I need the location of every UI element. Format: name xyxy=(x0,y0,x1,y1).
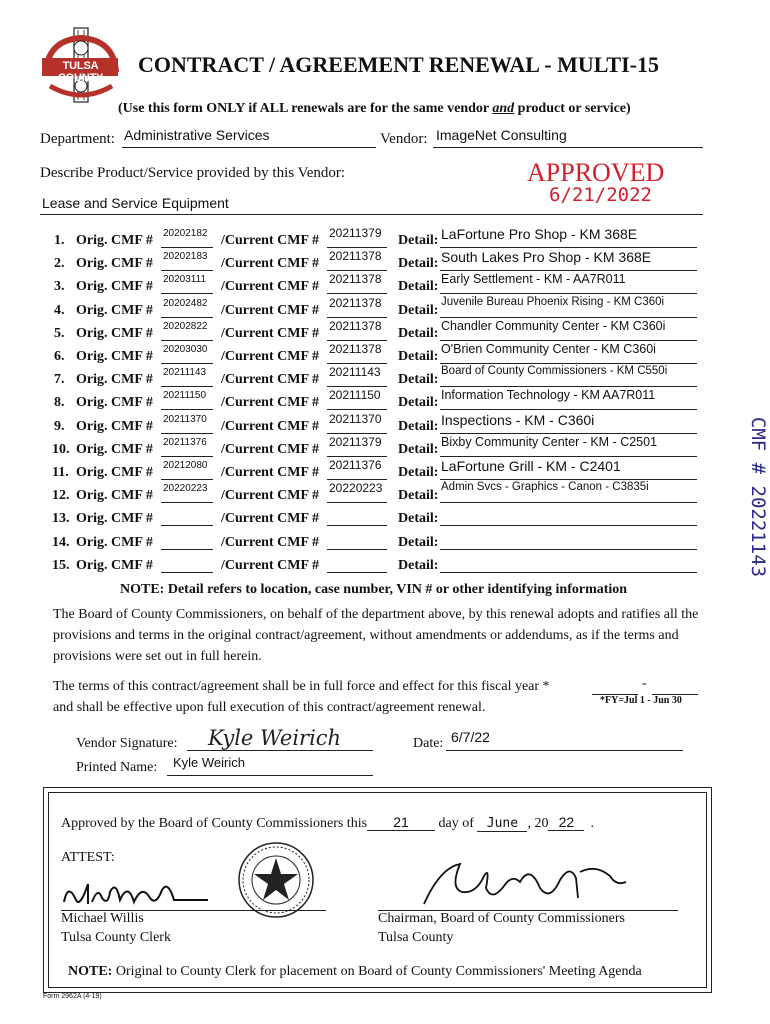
printed-name-line xyxy=(167,775,373,776)
orig-cmf-label: Orig. CMF # xyxy=(76,511,153,527)
detail-field[interactable]: LaFortune Grill - KM - C2401 xyxy=(441,458,621,474)
current-cmf-label: /Current CMF # xyxy=(221,256,319,272)
orig-cmf-underline xyxy=(161,433,213,434)
current-cmf-underline xyxy=(327,317,387,318)
date-label: Date: xyxy=(413,736,444,751)
current-cmf-label: /Current CMF # xyxy=(221,279,319,295)
current-cmf-label: /Current CMF # xyxy=(221,325,319,341)
current-cmf-label: /Current CMF # xyxy=(221,372,319,388)
orig-cmf-underline xyxy=(161,363,213,364)
current-cmf-underline xyxy=(327,479,387,480)
renewal-number: 8. xyxy=(54,395,65,411)
detail-field[interactable]: LaFortune Pro Shop - KM 368E xyxy=(441,226,638,242)
detail-label: Detail: xyxy=(398,441,439,457)
orig-cmf-field[interactable]: 20202482 xyxy=(163,297,208,309)
detail-underline xyxy=(440,317,697,318)
detail-label: Detail: xyxy=(398,233,439,248)
renewal-number: 9. xyxy=(54,418,65,434)
detail-underline xyxy=(440,270,697,271)
approval-month[interactable]: June xyxy=(477,816,527,832)
orig-cmf-underline xyxy=(161,549,213,550)
orig-cmf-label: Orig. CMF # xyxy=(76,302,153,318)
orig-cmf-underline xyxy=(161,247,213,248)
approved-date: 6/21/2022 xyxy=(549,184,652,206)
fy-note: *FY=Jul 1 - Jun 30 xyxy=(600,695,682,706)
detail-underline xyxy=(440,456,697,457)
current-cmf-label: /Current CMF # xyxy=(221,557,319,573)
renewal-number: 3. xyxy=(54,279,65,295)
detail-field[interactable]: Early Settlement - KM - AA7R011 xyxy=(441,272,626,287)
detail-label: Detail: xyxy=(398,418,439,434)
detail-label: Detail: xyxy=(398,372,439,388)
orig-cmf-label: Orig. CMF # xyxy=(76,256,153,272)
detail-note: NOTE: Detail refers to location, case number, VIN # or other identifying information xyxy=(120,582,628,597)
renewal-number: 5. xyxy=(54,325,65,341)
fiscal-year-line: The terms of this contract/agreement shall be in full force and effect for this fiscal year * xyxy=(53,679,550,694)
approval-year[interactable]: 22 xyxy=(548,814,584,831)
detail-label: Detail: xyxy=(398,557,439,573)
footer-note: NOTE: Original to County Clerk for placement on Board of County Commissioners' Meeting Agenda xyxy=(68,964,642,979)
detail-label: Detail: xyxy=(398,511,439,527)
effective-line: and shall be effective upon full execution of this contract/agreement renewal. xyxy=(53,700,486,715)
vendor-field[interactable]: ImageNet Consulting xyxy=(436,127,567,143)
detail-field[interactable]: South Lakes Pro Shop - KM 368E xyxy=(441,249,652,266)
renewal-number: 1. xyxy=(54,233,65,248)
orig-cmf-label: Orig. CMF # xyxy=(76,441,153,457)
describe-underline xyxy=(40,214,703,215)
renewal-row xyxy=(0,434,770,461)
current-cmf-underline xyxy=(327,433,387,434)
clerk-signature[interactable] xyxy=(58,872,218,912)
renewal-number: 4. xyxy=(54,302,65,318)
current-cmf-field[interactable]: 20211378 xyxy=(329,272,382,287)
orig-cmf-label: Orig. CMF # xyxy=(76,418,153,434)
describe-label: Describe Product/Service provided by this Vendor: xyxy=(40,165,346,181)
current-cmf-label: /Current CMF # xyxy=(221,465,319,480)
orig-cmf-field[interactable]: 20203030 xyxy=(163,344,208,355)
form-title: CONTRACT / AGREEMENT RENEWAL - MULTI-15 xyxy=(138,52,659,77)
detail-underline xyxy=(440,433,697,434)
orig-cmf-field[interactable]: 20202183 xyxy=(163,251,208,263)
orig-cmf-label: Orig. CMF # xyxy=(76,372,153,388)
renewal-row xyxy=(0,226,770,252)
chairman-title: Chairman, Board of County Commissioners xyxy=(378,911,625,926)
detail-field[interactable]: Bixby Community Center - KM - C2501 xyxy=(441,434,658,449)
current-cmf-label: /Current CMF # xyxy=(221,302,319,318)
orig-cmf-label: Orig. CMF # xyxy=(76,557,153,573)
orig-cmf-field[interactable]: 20211370 xyxy=(163,413,207,425)
detail-label: Detail: xyxy=(398,256,439,272)
vendor-underline xyxy=(433,147,703,148)
current-cmf-field[interactable]: 20211150 xyxy=(329,388,381,403)
current-cmf-field[interactable]: 20211143 xyxy=(329,365,381,380)
current-cmf-label: /Current CMF # xyxy=(221,488,319,504)
current-cmf-underline xyxy=(327,456,387,457)
orig-cmf-underline xyxy=(161,525,213,526)
renewal-row xyxy=(0,481,770,507)
detail-field[interactable]: Admin Svcs - Graphics - Canon - C3835i xyxy=(441,481,649,494)
approval-day[interactable]: 21 xyxy=(367,814,435,831)
chairman-signature[interactable] xyxy=(420,858,630,914)
current-cmf-field[interactable]: 20211378 xyxy=(329,342,382,356)
current-cmf-label: /Current CMF # xyxy=(221,233,319,248)
orig-cmf-label: Orig. CMF # xyxy=(76,233,153,248)
renewal-row xyxy=(0,458,770,484)
detail-field[interactable]: Chandler Community Center - KM C360i xyxy=(441,318,666,333)
current-cmf-field[interactable]: 20211379 xyxy=(329,434,382,449)
orig-cmf-field[interactable]: 20211150 xyxy=(163,390,207,402)
current-cmf-label: /Current CMF # xyxy=(221,418,319,434)
renewal-number: 10. xyxy=(52,441,70,457)
orig-cmf-field[interactable]: 20220223 xyxy=(163,483,208,495)
orig-cmf-field[interactable]: 20212080 xyxy=(163,460,208,471)
current-cmf-field[interactable]: 20211370 xyxy=(329,411,382,426)
orig-cmf-underline xyxy=(161,293,213,294)
detail-label: Detail: xyxy=(398,279,439,295)
county-seal xyxy=(236,840,316,920)
current-cmf-field[interactable]: 20211376 xyxy=(329,458,382,472)
orig-cmf-underline xyxy=(161,386,213,387)
renewal-row xyxy=(0,554,770,577)
detail-underline xyxy=(440,340,697,341)
orig-cmf-field[interactable]: 20202182 xyxy=(163,228,208,239)
ratification-paragraph: The Board of County Commissioners, on behalf of the department above, by this renewal adopts and ratifies all the provisions and terms in the original contract/agreement, without amendments or addendums, as if the terms and provisions were set out in full herein. xyxy=(53,607,699,664)
vendor-signature-line xyxy=(187,750,373,751)
orig-cmf-label: Orig. CMF # xyxy=(76,534,153,550)
detail-underline xyxy=(440,525,697,526)
orig-cmf-label: Orig. CMF # xyxy=(76,488,153,504)
orig-cmf-label: Orig. CMF # xyxy=(76,325,153,341)
orig-cmf-field[interactable]: 20203111 xyxy=(163,274,207,286)
current-cmf-field[interactable]: 20211379 xyxy=(329,226,382,240)
current-cmf-underline xyxy=(327,363,387,364)
renewal-number: 7. xyxy=(54,372,65,388)
current-cmf-label: /Current CMF # xyxy=(221,395,319,411)
approval-line: Approved by the Board of County Commissioners this 21 day of June , 20 22 . xyxy=(61,814,594,831)
vendor-label: Vendor: xyxy=(380,131,428,147)
renewal-row xyxy=(0,531,770,554)
orig-cmf-underline xyxy=(161,502,213,503)
orig-cmf-underline xyxy=(161,409,213,410)
detail-underline xyxy=(440,479,697,480)
detail-underline xyxy=(440,386,697,387)
form-subtitle: (Use this form ONLY if ALL renewals are for the same vendor and product or service) xyxy=(118,101,631,116)
vendor-signature[interactable]: Kyle Weirich xyxy=(208,726,342,750)
department-underline xyxy=(122,147,376,148)
orig-cmf-field[interactable]: 20202822 xyxy=(163,320,208,332)
current-cmf-underline xyxy=(327,386,387,387)
detail-label: Detail: xyxy=(398,534,439,550)
clerk-name: Michael Willis xyxy=(61,911,144,926)
detail-label: Detail: xyxy=(398,325,439,341)
detail-label: Detail: xyxy=(398,395,439,411)
orig-cmf-label: Orig. CMF # xyxy=(76,279,153,295)
detail-label: Detail: xyxy=(398,465,439,480)
detail-field[interactable]: Inspections - KM - C360i xyxy=(441,411,595,428)
renewal-number: 11. xyxy=(52,465,69,480)
orig-cmf-underline xyxy=(161,340,213,341)
current-cmf-underline xyxy=(327,340,387,341)
orig-cmf-field[interactable]: 20211376 xyxy=(163,436,207,448)
detail-underline xyxy=(440,247,697,248)
current-cmf-label: /Current CMF # xyxy=(221,511,319,527)
detail-label: Detail: xyxy=(398,488,439,504)
current-cmf-field[interactable]: 20220223 xyxy=(329,481,383,496)
department-field[interactable]: Administrative Services xyxy=(124,127,270,143)
describe-field[interactable]: Lease and Service Equipment xyxy=(42,195,229,211)
renewal-row xyxy=(0,507,770,530)
current-cmf-field[interactable]: 20211378 xyxy=(329,295,382,310)
orig-cmf-underline xyxy=(161,479,213,480)
detail-field[interactable]: Board of County Commissioners - KM C550i xyxy=(441,365,668,378)
date-line xyxy=(446,750,683,751)
approved-stamp: APPROVED xyxy=(527,158,665,187)
current-cmf-underline xyxy=(327,293,387,294)
current-cmf-underline xyxy=(327,502,387,503)
renewal-number: 14. xyxy=(52,534,70,550)
orig-cmf-underline xyxy=(161,317,213,318)
detail-field[interactable]: Information Technology - KM AA7R011 xyxy=(441,388,656,403)
orig-cmf-label: Orig. CMF # xyxy=(76,395,153,411)
orig-cmf-label: Orig. CMF # xyxy=(76,465,153,480)
current-cmf-underline xyxy=(327,247,387,248)
attest-label: ATTEST: xyxy=(61,850,115,865)
current-cmf-underline xyxy=(327,409,387,410)
detail-label: Detail: xyxy=(398,349,439,364)
orig-cmf-underline xyxy=(161,572,213,573)
renewal-row xyxy=(0,249,770,275)
current-cmf-label: /Current CMF # xyxy=(221,349,319,364)
orig-cmf-underline xyxy=(161,456,213,457)
detail-label: Detail: xyxy=(398,302,439,318)
detail-underline xyxy=(440,549,697,550)
date-field[interactable]: 6/7/22 xyxy=(451,729,490,745)
chairman-org: Tulsa County xyxy=(378,930,454,945)
form-number: Form 2962A (4-19) xyxy=(43,993,102,1000)
detail-underline xyxy=(440,363,697,364)
orig-cmf-label: Orig. CMF # xyxy=(76,349,153,364)
vendor-signature-label: Vendor Signature: xyxy=(76,736,178,751)
current-cmf-field[interactable]: 20211378 xyxy=(329,318,382,333)
orig-cmf-field[interactable]: 20211143 xyxy=(163,367,207,379)
renewal-number: 13. xyxy=(52,511,70,527)
printed-name-field[interactable]: Kyle Weirich xyxy=(173,755,246,770)
clerk-title: Tulsa County Clerk xyxy=(61,930,171,945)
logo-text: TULSA COUNTY xyxy=(57,60,104,84)
renewal-number: 2. xyxy=(54,256,65,272)
tulsa-county-logo xyxy=(38,26,122,108)
current-cmf-field[interactable]: 20211378 xyxy=(329,249,382,264)
current-cmf-label: /Current CMF # xyxy=(221,441,319,457)
detail-underline xyxy=(440,293,697,294)
detail-underline xyxy=(440,502,697,503)
renewal-number: 6. xyxy=(54,349,65,364)
renewal-number: 12. xyxy=(52,488,70,504)
department-label: Department: xyxy=(40,131,115,147)
current-cmf-underline xyxy=(327,572,387,573)
fy-dash: - xyxy=(642,676,647,691)
orig-cmf-underline xyxy=(161,270,213,271)
detail-underline xyxy=(440,409,697,410)
renewal-row xyxy=(0,388,770,414)
current-cmf-underline xyxy=(327,549,387,550)
printed-name-label: Printed Name: xyxy=(76,760,158,775)
detail-field[interactable]: O'Brien Community Center - KM C360i xyxy=(441,342,656,356)
detail-underline xyxy=(440,572,697,573)
current-cmf-underline xyxy=(327,525,387,526)
renewal-number: 15. xyxy=(52,557,70,573)
current-cmf-underline xyxy=(327,270,387,271)
detail-field[interactable]: Juvenile Bureau Phoenix Rising - KM C360i xyxy=(441,295,665,308)
current-cmf-label: /Current CMF # xyxy=(221,534,319,550)
